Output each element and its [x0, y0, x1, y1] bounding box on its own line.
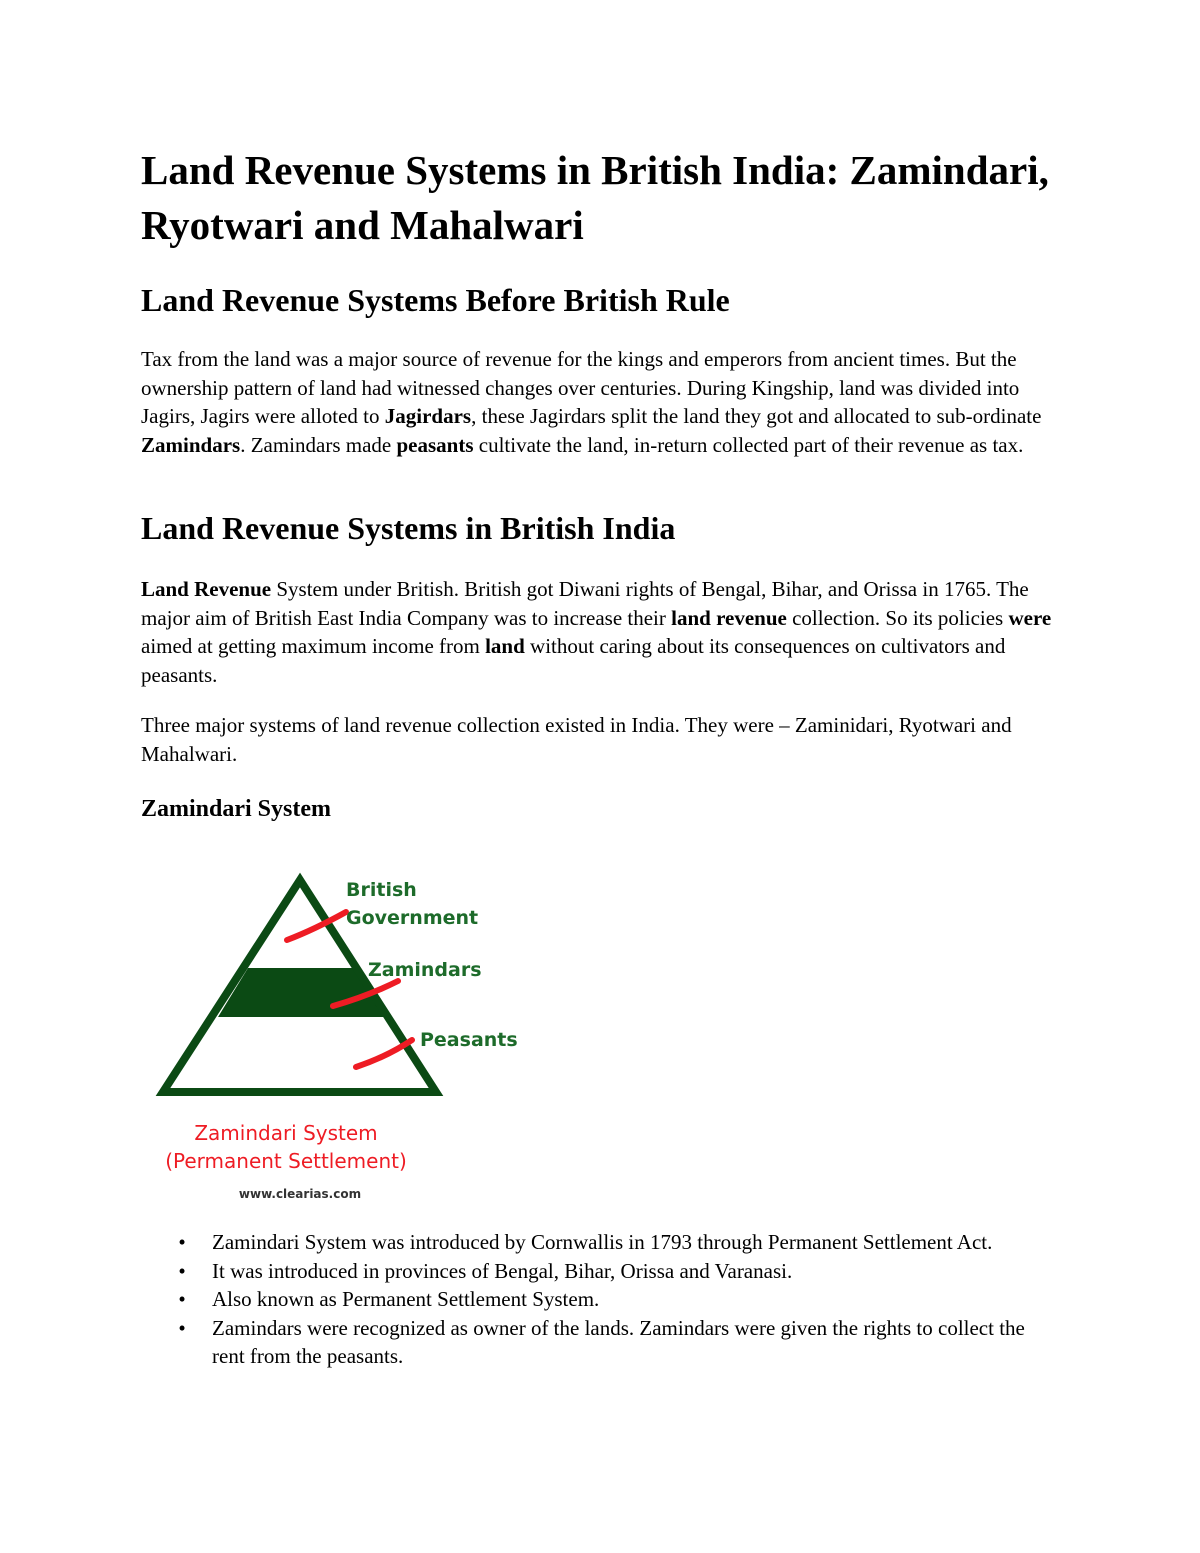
text-run: collection. So its policies	[786, 605, 1009, 630]
label-zamindars: Zamindars	[368, 959, 482, 981]
zamindari-pyramid-diagram	[150, 866, 530, 1206]
bold-term-jagirdars: Jagirdars	[384, 404, 472, 429]
list-item-text: It was introduced in provinces of Bengal, Bihar, Orissa and Varanasi.	[212, 1258, 793, 1283]
list-item-text: Zamindari System was introduced by Cornwallis in 1793 through Permanent Settlement Act.	[212, 1230, 993, 1254]
caption-permanent-settlement: (Permanent Settlement)	[165, 1149, 407, 1173]
list-item	[141, 1228, 1061, 1257]
page-title: Land Revenue Systems in British India: Zamindari, Ryotwari and Mahalwari	[141, 147, 1049, 248]
subheading-zamindari-system: Zamindari System	[141, 796, 332, 822]
bullet-icon: •	[178, 1258, 186, 1283]
text-run: aimed at getting maximum income from	[141, 634, 486, 659]
bold-term-land: land	[485, 634, 525, 659]
bold-term-land-revenue: Land Revenue	[141, 577, 272, 601]
paragraph-before-british	[141, 345, 1066, 459]
list-item-text: Also known as Permanent Settlement System.	[212, 1287, 600, 1312]
bullet-icon: •	[178, 1230, 186, 1254]
list-item-text: Zamindars were recognized as owner of the lands. Zamindars were given the rights to collect the rent from the peasants.	[212, 1315, 1025, 1369]
watermark-clearias: www.clearias.com	[238, 1187, 362, 1201]
text-run: . Zamindars made	[240, 432, 397, 457]
list-item	[141, 1257, 1061, 1286]
zamindari-bullet-list	[141, 1228, 1061, 1371]
section-heading-before-british: Land Revenue Systems Before British Rule	[141, 282, 730, 318]
bold-term-zamindars: Zamindars	[141, 432, 241, 457]
list-item	[141, 1285, 1061, 1314]
paragraph-three-systems: Three major systems of land revenue collection existed in India. They were – Zaminidari, Ryotwari and Mahalwari.	[141, 713, 1012, 766]
text-run: Tax from the land was a major source of revenue for the kings and emperors from ancient times. But the ownership pattern of land had witnessed changes over centuries. During Kingship, land was divided into Jagirs, Jagirs were alloted to	[141, 347, 1020, 429]
label-british: British	[346, 879, 417, 901]
bold-term-peasants: peasants	[396, 432, 474, 457]
red-marker-bottom	[356, 1040, 412, 1067]
text-run: without caring about its consequences on cultivators and peasants.	[141, 634, 1006, 687]
label-peasants: Peasants	[420, 1029, 518, 1051]
text-run: , these Jagirdars split the land they got and allocated to sub-ordinate	[471, 404, 1042, 429]
paragraph-british-land-revenue	[141, 575, 1066, 689]
text-run: cultivate the land, in-return collected part of their revenue as tax.	[473, 432, 1024, 457]
bullet-icon: •	[178, 1315, 186, 1340]
bold-term-were: were	[1008, 605, 1052, 630]
list-item	[141, 1314, 1061, 1371]
text-run: System under British. British got Diwani rights of Bengal, Bihar, and Orissa in 1765. The major aim of British East India Company was to increase their	[141, 577, 1029, 630]
label-government: Government	[346, 907, 479, 929]
bullet-icon: •	[178, 1287, 186, 1312]
caption-zamindari-system: Zamindari System	[194, 1121, 378, 1145]
section-heading-british-india: Land Revenue Systems in British India	[141, 510, 676, 546]
bold-term-land-revenue-2: land revenue	[671, 605, 787, 630]
